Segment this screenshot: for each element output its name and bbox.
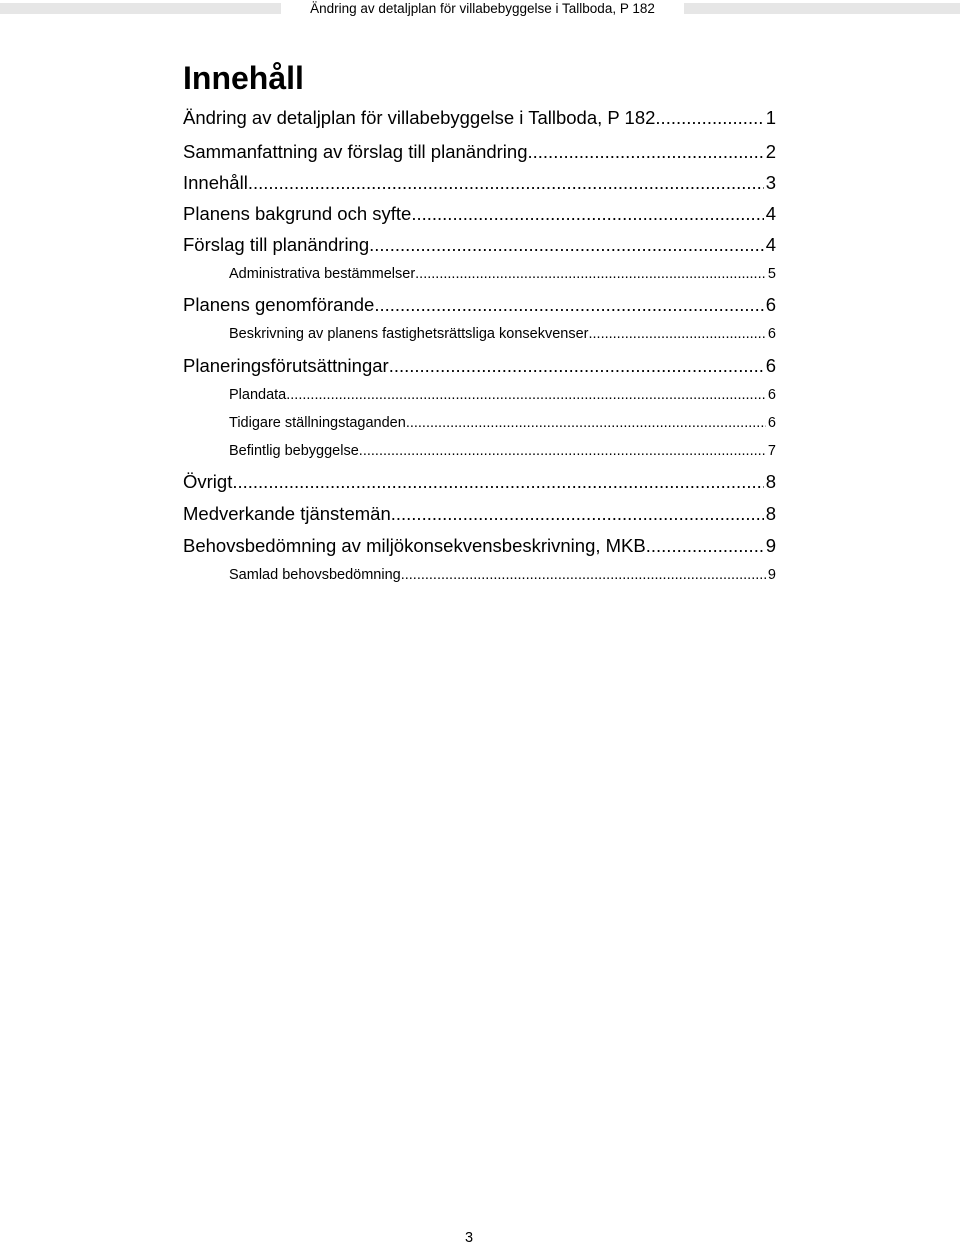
toc-leader-dots [374,294,763,316]
running-header [0,0,960,18]
toc-leader-dots [401,567,766,583]
toc-entry-page: 5 [767,266,776,282]
toc-entry[interactable] [183,294,776,318]
toc-entry-title: Planens bakgrund och syfte [183,203,412,224]
toc-entry-page: 9 [767,567,776,583]
toc-heading: Innehåll [183,60,304,96]
toc-entry-page: 4 [765,203,776,224]
toc-entry[interactable] [183,203,776,227]
toc-entry-page: 8 [765,503,776,524]
toc-entry[interactable] [229,567,776,586]
toc-entry-title: Tidigare ställningstaganden [229,415,406,431]
toc-leader-dots [646,535,764,557]
toc-entry-page: 8 [765,471,776,492]
toc-entry[interactable] [229,443,776,462]
toc-entry-page: 3 [765,172,776,193]
toc-entry-title: Sammanfattning av förslag till planändring [183,141,528,162]
toc-leader-dots [655,107,763,129]
toc-entry-page: 2 [765,141,776,162]
toc-entry[interactable] [183,503,776,527]
toc-entry-title: Beskrivning av planens fastighetsrättsliga konsekvenser [229,326,589,342]
toc-entry-page: 6 [767,387,776,403]
header-rule-left [0,3,281,14]
toc-entry-page: 7 [767,443,776,459]
toc-entry-title: Befintlig bebyggelse [229,443,359,459]
toc-entry-page: 1 [765,107,776,128]
toc-leader-dots [411,203,763,225]
toc-entry-page: 6 [767,326,776,342]
toc-entry[interactable] [229,326,776,345]
toc-entry[interactable] [183,141,776,165]
toc-entry[interactable] [183,471,776,495]
toc-entry-title: Behovsbedömning av miljökonsekvensbeskrivning, MKB [183,535,646,556]
toc-entry-page: 4 [765,234,776,255]
toc-leader-dots [528,141,764,163]
toc-leader-dots [406,415,766,431]
toc-leader-dots [588,326,765,342]
toc-leader-dots [369,234,764,256]
toc-leader-dots [389,355,764,377]
toc-entry[interactable] [229,266,776,285]
toc-entry[interactable] [183,535,776,559]
toc-entry-page: 6 [765,294,776,315]
toc-entry-page: 9 [765,535,776,556]
page-number: 3 [464,1230,474,1246]
toc-leader-dots [232,471,763,493]
toc-entry-title: Plandata [229,387,287,403]
running-title: Ändring av detaljplan för villabebyggelse i Tallboda, P 182 [310,1,655,16]
toc-entry[interactable] [183,107,776,131]
toc-entry-title: Innehåll [183,172,248,193]
toc-leader-dots [359,443,766,459]
toc-leader-dots [248,172,764,194]
toc-entry-title: Administrativa bestämmelser [229,266,416,282]
toc-leader-dots [415,266,766,282]
toc-entry[interactable] [183,234,776,258]
header-rule-right [684,3,960,14]
toc-entry-title: Planens genomförande [183,294,375,315]
toc-entry-title: Samlad behovsbedömning [229,567,401,583]
toc-entry[interactable] [229,415,776,434]
toc-entry-title: Övrigt [183,471,233,492]
toc-entry-title: Planeringsförutsättningar [183,355,389,376]
toc-entry[interactable] [229,387,776,406]
toc-leader-dots [286,387,766,403]
toc-entry[interactable] [183,172,776,196]
toc-entry-title: Förslag till planändring [183,234,370,255]
toc-entry-title: Ändring av detaljplan för villabebyggelse i Tallboda, P 182 [183,107,656,128]
toc-entry-title: Medverkande tjänstemän [183,503,391,524]
toc-entry-page: 6 [765,355,776,376]
toc-entry-page: 6 [767,415,776,431]
toc-leader-dots [391,503,764,525]
toc-entry[interactable] [183,355,776,379]
